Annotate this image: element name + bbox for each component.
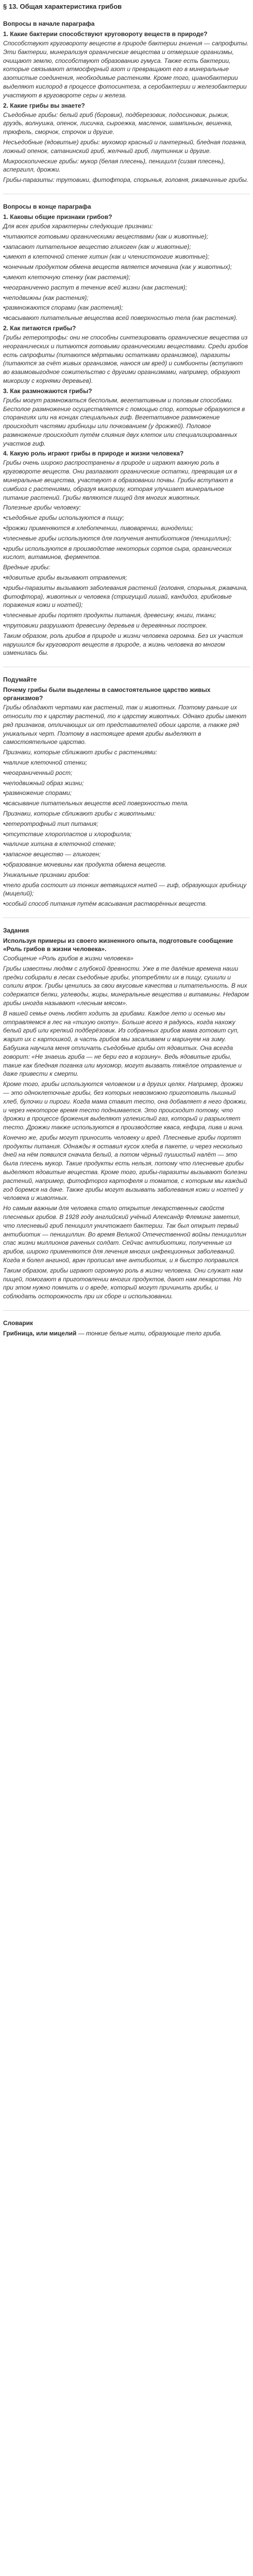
glossary-term: Грибница, или мицелий	[3, 1330, 77, 1337]
answer-paragraph: Съедобные грибы: белый гриб (боровик), подберезовик, подосиновик, рыжик, груздь, волнушка, опенок, лисичка, сыроежка, масленок, шампиньон, вешенка, трюфель, сморчок, строчок и другие.	[3, 111, 233, 136]
answer-paragraph: Таким образом, грибы играют огромную роль в жизни человека. Они служат нам пищей, помогают в приготовлении многих продуктов, дают нам лекарства. Но при этом нужно помнить и о вреде, который могут причинить грибы, и соблюдать осторожность при их сборе и использовании.	[3, 1266, 243, 1300]
answer-list-item: •съедобные грибы используются в пищу;	[3, 514, 124, 522]
answer-paragraph: Таким образом, роль грибов в природе и жизни человека огромна. Без их участия нарушился бы круговорот веществ в природе, а жизнь человека во многом изменилась бы.	[3, 632, 243, 657]
answer-paragraph: Полезные грибы человеку:	[3, 504, 81, 512]
answer-list-item: •всасывание питательных веществ всей поверхностью тела.	[3, 800, 189, 807]
answer-list-item: •всасывают питательные вещества всей поверхностью тела (как растения).	[3, 314, 238, 322]
answer-list-item: •запасают питательное вещество гликоген (как и животные);	[3, 243, 191, 250]
answer-list-item: •отсутствие хлоропластов и хлорофилла;	[3, 830, 132, 838]
answer-list-item: •имеют клеточную стенку (как растения);	[3, 273, 130, 281]
answer-list-item: •образование мочевины как продукта обмена веществ.	[3, 860, 167, 868]
answer-list-item: •неограниченно растут в течение всей жизни (как растения);	[3, 283, 188, 291]
question: 1. Каковы общие признаки грибов?	[3, 213, 112, 221]
question: 1. Какие бактерии способствуют круговороту веществ в природе?	[3, 30, 208, 38]
answer-paragraph: Конечно же, грибы могут приносить человеку и вред. Плесневые грибы портят продукты питания. Однажды я оставил кусок хлеба в пакете, и через несколько дней на нём появился сначала белый, а потом чёрный пушистый налёт — это была плесень мукор. Такие продукты есть нельзя, потому что плесневые грибы выделяют ядовитые вещества. Кроме того, грибы-паразиты вызывают болезни растений, например, фитофтороз картофеля и томатов, с которым мы каждый год боремся на даче. Также грибы могут вызывать заболевания кожи и ногтей у человека и животных.	[3, 1133, 247, 1202]
answer-list-item: •дрожжи применяются в хлебопечении, пивоварении, виноделии;	[3, 524, 193, 532]
answer-list-item: •конечным продуктом обмена веществ является мочевина (как у животных);	[3, 263, 232, 271]
answer-list-item: •грибы-паразиты вызывают заболевания растений (головня, спорынья, ржавчина, фитофтора), животных и человека (стригущий лишай, кандидоз, грибковые поражения кожи и ногтей);	[3, 584, 248, 609]
page-title: § 13. Общая характеристика грибов	[3, 3, 122, 10]
answer-list-item: •тело гриба состоит из тонких ветвящихся нитей — гиф, образующих грибницу (мицелий);	[3, 881, 247, 897]
answer-paragraph: Грибы могут размножаться бесполым, вегетативным и половым способами. Бесполое размножение осуществляется с помощью спор, которые образуются в спорангиях или на концах специальных гиф. Вегетативное размножение происходит частями грибницы или почкованием (у дрожжей). Половое размножение происходит путём слияния двух клеток или специализированных участков гиф.	[3, 396, 245, 447]
section-think	[3, 675, 250, 908]
answer-list-item: •размножаются спорами (как растения);	[3, 304, 123, 312]
answer-list-item: •неподвижны (как растения);	[3, 294, 89, 301]
section-glossary	[3, 1319, 250, 1338]
answer-paragraph: Но самым важным для человека стало открытие лекарственных свойств плесневых грибов. В 1928 году английский учёный Александр Флеминг заметил, что плесневый гриб пеницилл уничтожает бактерии. Так был открыт первый антибиотик — пенициллин. Во время Великой Отечественной войны пенициллин спас жизни миллионов раненых солдат. Сейчас антибиотики, полученные из грибов, широко применяются для лечения многих инфекционных заболеваний. Когда я болел ангиной, врач прописал мне антибиотик, и я быстро поправился.	[3, 1205, 246, 1264]
answer-paragraph: Для всех грибов характерны следующие признаки:	[3, 222, 153, 230]
question: Используя примеры из своего жизненного опыта, подготовьте сообщение «Роль грибов в жизни человека».	[3, 937, 233, 953]
answer-paragraph: Вредные грибы:	[3, 564, 50, 571]
section-heading: Словарик	[3, 1319, 33, 1327]
answer-list-item: •трутовики разрушают древесину деревьев и деревянных построек.	[3, 622, 208, 630]
glossary-definition: — тонкие белые нити, образующие тело гриба.	[76, 1330, 222, 1337]
answer-list-item: •плесневые грибы используются для получения антибиотиков (пенициллин);	[3, 534, 231, 542]
answer-paragraph: Грибы очень широко распространены в природе и играют важную роль в круговороте веществ. Они разлагают органические остатки, превращая их в минеральные вещества, участвуют в образовании почвы. Грибы вступают в симбиоз с растениями, образуя микоризу, которая улучшает минеральное питание растений. Грибы являются пищей для многих животных.	[3, 459, 238, 501]
answer-list-item: •наличие хитина в клеточной стенке;	[3, 840, 116, 848]
answer-paragraph: Грибы обладают чертами как растений, так и животных. Поэтому раньше их относили то к царству растений, то к царству животных. Однако грибы имеют ряд признаков, отличающих их от представителей обоих царств, а также ряд уникальных черт. Поэтому в настоящее время грибы выделяют в самостоятельное царство.	[3, 704, 247, 746]
question: 2. Как питаются грибы?	[3, 324, 76, 332]
question: 2. Какие грибы вы знаете?	[3, 101, 85, 109]
answer-paragraph: В нашей семье очень любят ходить за грибами. Каждое лето и осенью мы отправляемся в лес на «тихую охоту». Больше всего я радуюсь, когда нахожу белый гриб или крепкий подберёзовик. Из собранных грибов мама готовит суп, жарит их с картошкой, а часть грибов мы засаливаем и маринуем на зиму. Бабушка научила меня отличать съедобные грибы от ядовитых. Она всегда говорит: «Не знаешь гриба — не бери его в корзину». Ведь ядовитые грибы, такие как бледная поганка или мухомор, могут вызвать тяжёлое отравление и даже привести к смерти.	[3, 1009, 242, 1078]
answer-paragraph: Способствуют круговороту веществ в природе бактерии гниения — сапрофиты. Эти бактерии, минерализуя органические вещества и отмершие организмы, очищают землю, способствуют образованию гумуса. Также есть бактерии, которые связывают атмосферный азот и превращают его в минеральные азотистые соединения, необходимые растениям. Кроме того, цианобактерии выделяют кислород в процессе фотосинтеза, а серобактерии и железобактерии участвуют в круговороте серы и железа.	[3, 40, 249, 99]
answer-list-item: •неподвижный образ жизни;	[3, 779, 84, 787]
answer-list-item: •гетеротрофный тип питания;	[3, 820, 98, 827]
answer-list-item: •грибы используются в производстве некоторых сортов сыра, органических кислот, витаминов, ферментов.	[3, 545, 232, 561]
section-heading: Вопросы в начале параграфа	[3, 20, 95, 27]
answer-paragraph: Признаки, которые сближают грибы с животными:	[3, 809, 156, 817]
answer-list-item: •запасное вещество — гликоген;	[3, 851, 101, 858]
answer-paragraph: Микроскопические грибы: мукор (белая плесень), пеницилл (сизая плесень), аспергилл, дрожжи.	[3, 157, 226, 174]
question: Почему грибы были выделены в самостоятельное царство живых организмов?	[3, 686, 211, 702]
section-start-questions	[3, 20, 250, 184]
answer-list-item: •неограниченный рост;	[3, 769, 73, 776]
answer-paragraph: Уникальные признаки грибов:	[3, 871, 90, 878]
section-end-questions	[3, 202, 250, 657]
answer-list-item: •питаются готовыми органическими веществами (как и животные);	[3, 232, 209, 240]
answer-list-item: •наличие клеточной стенки;	[3, 759, 88, 766]
divider	[3, 1310, 250, 1311]
section-tasks	[3, 926, 250, 1301]
answer-paragraph: Несъедобные (ядовитые) грибы: мухомор красный и пантерный, бледная поганка, ложный опенок, сатанинский гриб, желчный гриб, паутинник и другие.	[3, 138, 247, 155]
answer-paragraph: Грибы гетеротрофы: они не способны синтезировать органические вещества из неорганических и питаются готовыми органическими веществами. Среди грибов есть сапрофиты (питаются мёртвыми остатками организмов), паразиты (питаются за счёт живых организмов, нанося им вред) и симбионты (вступают во взаимовыгодное сожительство с другими организмами, например, образуют микоризу с корнями деревьев).	[3, 333, 248, 384]
section-heading: Вопросы в конце параграфа	[3, 202, 91, 210]
answer-list-item: •ядовитые грибы вызывают отравления;	[3, 574, 127, 582]
section-heading: Задания	[3, 926, 29, 934]
section-heading: Подумайте	[3, 676, 37, 684]
answer-paragraph: Грибы-паразиты: трутовики, фитофтора, спорынья, головня, ржавчинные грибы.	[3, 176, 248, 184]
glossary-entry	[3, 1329, 250, 1338]
answer-list-item: •имеют в клеточной стенке хитин (как и членистоногие животные);	[3, 253, 210, 261]
answer-list-item: •особый способ питания путём всасывания растворённых веществ.	[3, 900, 207, 908]
answer-list-item: •плесневые грибы портят продукты питания, древесину, книги, ткани;	[3, 612, 216, 619]
answer-list-item: •размножение спорами;	[3, 789, 72, 797]
question: 4. Какую роль играют грибы в природе и жизни человека?	[3, 450, 184, 457]
answer-paragraph: Кроме того, грибы используются человеком и в других целях. Например, дрожжи — это одноклеточные грибы, без которых невозможно приготовить пышный хлеб, булочки и пироги. Когда мама ставит тесто, она добавляет в него дрожжи, и через некоторое время тесто поднимается. Это происходит потому, что дрожжи в процессе брожения выделяют углекислый газ, который и разрыхляет тесто. Дрожжи также используются в производстве кваса, кефира, пива и вина.	[3, 1080, 247, 1131]
answer-paragraph: Сообщение «Роль грибов в жизни человека»	[3, 954, 133, 962]
answer-paragraph: Признаки, которые сближают грибы с растениями:	[3, 749, 157, 756]
question: 3. Как размножаются грибы?	[3, 387, 92, 395]
answer-paragraph: Грибы известны людям с глубокой древности. Уже в те далёкие времена наши предки собирали в лесах съедобные грибы, употребляли их в пищу, сушили и солили впрок. Грибы ценились за свои вкусовые качества и питательность. В них содержатся белки, углеводы, жиры, минеральные вещества и витамины. Недаром грибы иногда называют «лесным мясом».	[3, 964, 249, 1007]
